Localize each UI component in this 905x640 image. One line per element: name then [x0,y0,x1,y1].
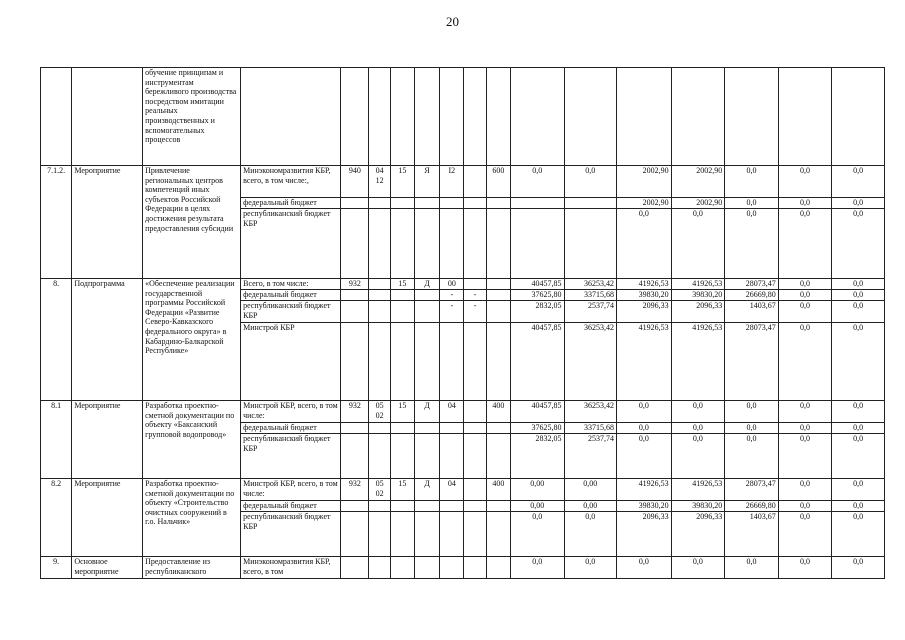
value-cell: 41926,53 [671,323,725,401]
value-cell: 0,0 [832,166,885,198]
value-cell: 0,0 [725,209,779,279]
value-cell: 0,0 [617,401,672,423]
value-cell: 0,0 [778,501,832,512]
csr-part-2: Я [414,166,439,198]
grbs-code: 932 [341,479,369,501]
value-cell: 0,0 [671,434,725,479]
row-type: Основное мероприятие [72,557,143,579]
value-cell: 28073,47 [725,323,779,401]
row-type: Мероприятие [72,401,143,479]
rz-code: 04 [375,166,384,175]
value-cell: 41926,53 [671,479,725,501]
value-cell: 0,0 [510,166,564,198]
value-cell: 0,0 [778,557,832,579]
value-cell: 0,0 [510,512,564,557]
value-cell: 0,0 [671,209,725,279]
value-cell: 0,0 [617,434,672,479]
value-cell: 0,0 [725,423,779,434]
vr-code: 600 [486,166,510,198]
value-cell: 36253,42 [564,279,617,290]
vr-code: 400 [486,401,510,423]
csr-part-3: - [440,290,464,301]
csr-part-3: I2 [440,166,464,198]
value-cell: 0,0 [725,401,779,423]
value-cell: 0,0 [564,166,617,198]
value-cell: 0,0 [832,479,885,501]
value-cell: 0,0 [671,401,725,423]
value-cell: 0,0 [832,209,885,279]
value-cell: 0,0 [778,301,832,323]
value-cell: 0,00 [510,501,564,512]
row-number: 8.1 [41,401,72,479]
value-cell: 0,0 [671,557,725,579]
value-cell: 2096,33 [671,512,725,557]
value-cell: 2002,90 [671,198,725,209]
value-cell: 0,0 [725,198,779,209]
value-cell: 28073,47 [725,279,779,290]
value-cell: 33715,68 [564,290,617,301]
value-cell: 0,0 [832,423,885,434]
value-cell: 40457,85 [510,323,564,401]
value-cell: 2096,33 [617,512,672,557]
funding-source: Всего, в том числе: [241,279,341,290]
funding-source: Минэкономразвития КБР, всего, в том числе:, [241,166,341,198]
value-cell: 0,0 [778,166,832,198]
csr-part-2: Д [414,401,439,423]
value-cell: 0,0 [617,209,672,279]
value-cell: 26669,80 [725,501,779,512]
value-cell: 0,0 [778,279,832,290]
grbs-code: 932 [341,401,369,423]
value-cell: 2002,90 [671,166,725,198]
value-cell: 39830,20 [671,501,725,512]
csr-part-1: 15 [390,401,414,423]
value-cell: 0,0 [832,198,885,209]
value-cell: 41926,53 [617,479,672,501]
csr-part-4 [464,166,486,198]
value-cell: 0,0 [725,557,779,579]
rz-pr-code [369,479,390,501]
value-cell: 0,00 [564,479,617,501]
value-cell: 40457,85 [510,401,564,423]
value-cell: 33715,68 [564,423,617,434]
rz-pr-code [369,166,390,198]
csr-part-4: - [464,301,486,323]
event-name: Разработка проектно-сметной документации по объекту «Баксанский групповой водопровод» [143,401,241,479]
value-cell: 0,0 [832,279,885,290]
value-cell: 2096,33 [671,301,725,323]
event-name: Привлечение региональных центров компетенций иных субъектов Российской Федерации в целях достижения результата предоставления субсидии [143,166,241,279]
funding-source: федеральный бюджет [241,501,341,512]
funding-source: республиканский бюджет КБР [241,512,341,557]
value-cell: 39830,20 [617,290,672,301]
value-cell: 2832,05 [510,301,564,323]
value-cell: 37625,80 [510,290,564,301]
value-cell: 41926,53 [671,279,725,290]
value-cell: 0,00 [564,501,617,512]
value-cell: 0,00 [510,479,564,501]
row-type: Мероприятие [72,479,143,557]
value-cell: 40457,85 [510,279,564,290]
funding-source: республиканский бюджет КБР [241,209,341,279]
value-cell: 36253,42 [564,323,617,401]
funding-source: федеральный бюджет [241,423,341,434]
funding-source: Минстрой КБР, всего, в том числе: [241,479,341,501]
value-cell: 41926,53 [617,279,672,290]
value-cell: 0,0 [617,423,672,434]
value-cell: 0,0 [671,423,725,434]
csr-part-3: 00 [440,279,464,290]
table-row [41,401,885,423]
funding-source: Минстрой КБР, всего, в том числе: [241,401,341,423]
value-cell: 2537,74 [564,434,617,479]
csr-part-1: 15 [390,279,414,290]
value-cell: 0,0 [564,557,617,579]
value-cell: 0,0 [778,434,832,479]
value-cell: 0,0 [832,557,885,579]
pr-code: 12 [375,175,384,185]
vr-code: 400 [486,479,510,501]
funding-source: федеральный бюджет [241,198,341,209]
csr-part-3: - [440,301,464,323]
value-cell: 2832,05 [510,434,564,479]
value-cell: 0,0 [832,401,885,423]
csr-part-2: Д [414,279,439,290]
grbs-code: 940 [341,166,369,198]
value-cell: 26669,80 [725,290,779,301]
pr-code: 02 [375,410,384,420]
page-number: 20 [446,14,459,29]
value-cell: 0,0 [778,323,832,401]
funding-source: республиканский бюджет КБР [241,434,341,479]
event-name: обучение принципам и инструментам бережливого производства посредством имитации реальных производственных и вспомогательных процессов [143,68,241,166]
value-cell: 1403,67 [725,301,779,323]
value-cell: 39830,20 [617,501,672,512]
rz-code: 05 [375,401,384,410]
value-cell: 0,0 [778,198,832,209]
value-cell: 0,0 [832,290,885,301]
event-name: Разработка проектно-сметной документации по объекту «Строительство очистных сооружений в г.о. Нальчик» [143,479,241,557]
table-row [41,557,885,579]
rz-pr-code [369,401,390,423]
funding-source: федеральный бюджет [241,290,341,301]
value-cell: 36253,42 [564,401,617,423]
event-name: «Обеспечение реализации государственной программы Российской Федерации «Развитие Северо-Кавказского федерального округа» в Кабардино-Балкарской Республике» [143,279,241,401]
csr-part-1: 15 [390,479,414,501]
row-number: 8.2 [41,479,72,557]
csr-part-3: 04 [440,479,464,501]
value-cell: 39830,20 [671,290,725,301]
value-cell: 0,0 [778,290,832,301]
rz-code: 05 [375,479,384,488]
csr-part-3: 04 [440,401,464,423]
value-cell: 0,0 [832,434,885,479]
pr-code: 02 [375,488,384,498]
table-row [41,166,885,198]
value-cell: 0,0 [832,323,885,401]
value-cell: 2002,90 [617,198,672,209]
value-cell: 0,0 [778,401,832,423]
value-cell: 2096,33 [617,301,672,323]
row-type: Мероприятие [72,166,143,279]
row-number: 9. [41,557,72,579]
table-row [41,68,885,166]
budget-table [40,67,885,579]
value-cell: 0,0 [778,479,832,501]
value-cell: 0,0 [832,501,885,512]
csr-part-1: 15 [390,166,414,198]
funding-source: Минэкономразвития КБР, всего, в том [241,557,341,579]
value-cell: 28073,47 [725,479,779,501]
value-cell: 2537,74 [564,301,617,323]
value-cell: 0,0 [778,512,832,557]
value-cell: 41926,53 [617,323,672,401]
value-cell: 0,0 [778,423,832,434]
value-cell: 0,0 [617,557,672,579]
grbs-code: 932 [341,279,369,290]
value-cell: 0,0 [510,557,564,579]
row-number: 8. [41,279,72,401]
row-type: Подпрограмма [72,279,143,401]
funding-source: республиканский бюджет КБР [241,301,341,323]
value-cell: 2002,90 [617,166,672,198]
value-cell: 37625,80 [510,423,564,434]
event-name: Предоставление из республиканского [143,557,241,579]
value-cell: 0,0 [725,166,779,198]
value-cell: 0,0 [564,512,617,557]
value-cell: 1403,67 [725,512,779,557]
csr-part-2: Д [414,479,439,501]
table-row [41,279,885,290]
value-cell: 0,0 [832,512,885,557]
value-cell: 0,0 [832,301,885,323]
value-cell: 0,0 [725,434,779,479]
table-row [41,479,885,501]
row-number: 7.1.2. [41,166,72,279]
funding-source: Минстрой КБР [241,323,341,401]
value-cell: 0,0 [778,209,832,279]
csr-part-4: - [464,290,486,301]
